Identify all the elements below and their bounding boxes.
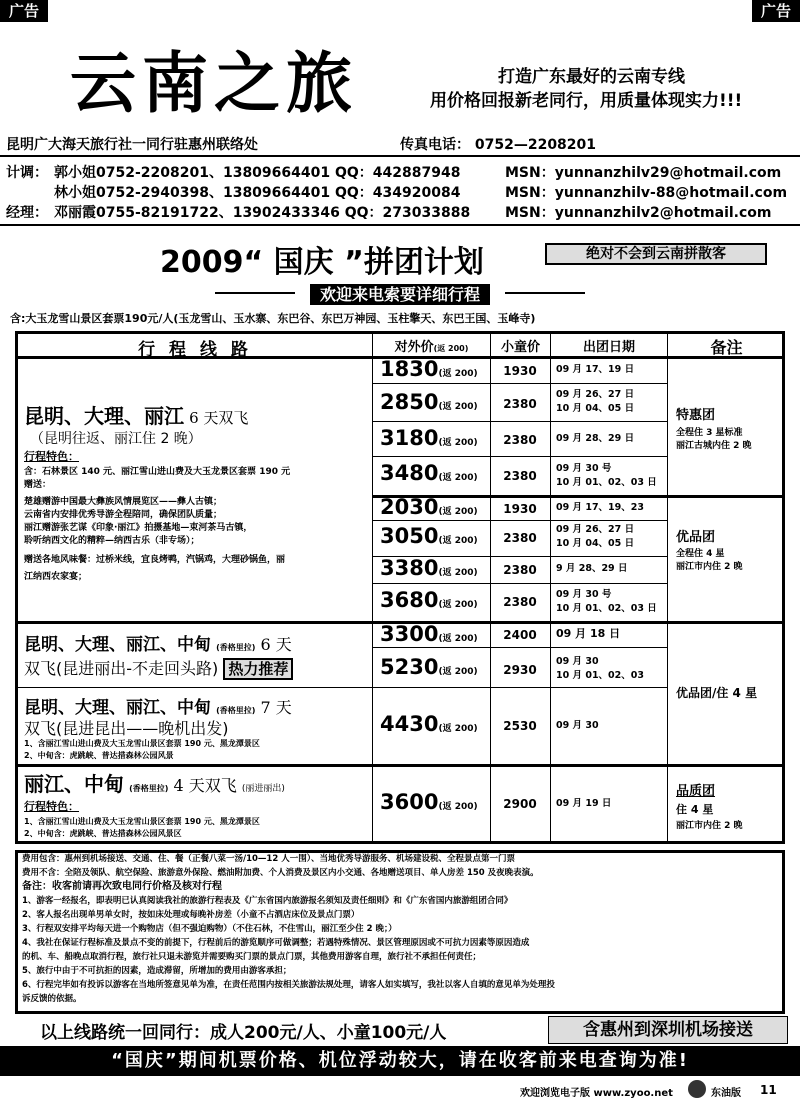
price-cell xyxy=(380,495,478,519)
child-price: 2400 xyxy=(503,628,537,642)
note-line: 2、中甸含：虎跳峡、普达措森林公园风景 xyxy=(24,751,174,760)
header-remark: 备注 xyxy=(710,338,743,357)
logo: 云南之旅 xyxy=(70,44,358,122)
header-child: 小童价 xyxy=(500,340,540,355)
route-2a-days: 6 天 xyxy=(260,635,292,654)
date-cell: 09 月 18 日 xyxy=(556,627,621,640)
price-cell xyxy=(380,712,478,736)
price-value: 2850 xyxy=(380,390,439,414)
header-price-note: (返 200) xyxy=(433,344,469,353)
price-cell xyxy=(380,390,478,414)
contact-name-1: 郭小姐0752-2208201、13809664401 QQ：442887948 xyxy=(54,165,461,181)
price-suffix: (返 200) xyxy=(438,667,478,677)
child-price: 1930 xyxy=(503,502,537,516)
route-3-feature-title: 行程特色： xyxy=(24,800,79,813)
contact-name-2: 林小姐0752-2940398、13809664401 QQ：434920084 xyxy=(54,185,461,201)
brand-icon xyxy=(688,1080,706,1098)
welcome-text: 欢迎来电索要详细行程 xyxy=(310,284,490,305)
note-line: 2、客人报名出现单男单女时，按如床处理或每晚补房差（小童不占酒店床位及景点门票） xyxy=(22,910,360,920)
col-line xyxy=(490,331,491,844)
price-suffix: (返 200) xyxy=(438,402,478,412)
price-value: 3300 xyxy=(380,622,439,646)
route-2b-notes xyxy=(24,738,260,762)
price-cell xyxy=(380,357,478,381)
route-3-notes xyxy=(24,816,260,840)
stamp-badge: 绝对不会到云南拼散客 xyxy=(545,243,767,265)
price-value: 3180 xyxy=(380,426,439,450)
divider xyxy=(0,155,800,157)
note-line: 1、游客一经报名，即表明已认真阅读我社的旅游行程表及《广东省国内旅游报名须知及责任细则》和《广东省国内旅游组团合同》 xyxy=(22,896,513,906)
footer-brand: 东油版 xyxy=(711,1088,741,1099)
note-line: 3、行程双安排平均每天进一个购物店（但不强迫购物）（不住石林，不住雪山，丽江至少住 2 晚；） xyxy=(22,924,397,934)
date-line: 10 月 01、02、03 日 xyxy=(556,603,657,614)
date-line: 09 月 30 xyxy=(556,656,599,667)
row-line xyxy=(372,520,667,521)
route-2b-tag: (香格里拉) xyxy=(216,706,256,715)
row-line xyxy=(372,421,667,422)
child-price: 2380 xyxy=(503,531,537,545)
contact-msn-1: MSN：yunnanzhilv29@hotmail.com xyxy=(505,165,782,181)
summary-text: 以上线路统一回同行：成人200元/人、小童100元/人 xyxy=(40,1023,447,1043)
route-2a-detail: 双飞(昆进丽出-不走回头路) xyxy=(24,659,219,678)
ad-tag-left: 广告 xyxy=(0,0,48,22)
feature-line: 楚雄赠游中国最大彝族风情展览区——彝人古镇； xyxy=(24,497,223,507)
route-3-days: 4 天双飞 xyxy=(173,776,237,795)
remark-line: 丽江市内住 2 晚 xyxy=(676,562,743,572)
price-cell xyxy=(380,790,478,814)
contact-msn-3: MSN：yunnanzhilv2@hotmail.com xyxy=(505,205,772,221)
route-2b-detail: 双飞(昆进昆出——晚机出发) xyxy=(24,719,229,738)
date-cell: 09 月 30 xyxy=(556,720,599,731)
scenic-note: 含:大玉龙雪山景区套票190元/人(玉龙雪山、玉水寨、东巴谷、东巴万神园、玉柱擎天、东巴王国、玉峰寺) xyxy=(10,312,536,325)
child-price: 2380 xyxy=(503,595,537,609)
note-line: 4、我社在保证行程标准及景点不变的前提下，行程前后的游览顺序可做调整；若遇特殊情况、景区管理原因或不可抗力因素等原因造成 xyxy=(22,938,530,948)
child-price: 2380 xyxy=(503,469,537,483)
page-number: 11 xyxy=(760,1083,777,1097)
price-suffix: (返 200) xyxy=(438,634,478,644)
col-line xyxy=(550,331,551,844)
price-suffix: (返 200) xyxy=(438,438,478,448)
row-line xyxy=(372,456,667,457)
col-line xyxy=(667,331,668,844)
child-price: 2930 xyxy=(503,663,537,677)
price-suffix: (返 200) xyxy=(438,473,478,483)
remark-line: 丽江市内住 2 晚 xyxy=(676,821,743,831)
child-price: 2380 xyxy=(503,433,537,447)
price-cell xyxy=(380,588,478,612)
route-2a-line2 xyxy=(24,656,293,679)
remark-line: 全程住 4 星 xyxy=(676,549,725,559)
price-cell xyxy=(380,461,478,485)
route-1-sub: （昆明往返、丽江住 2 晚） xyxy=(30,431,202,447)
price-value: 4430 xyxy=(380,712,439,736)
child-price: 2900 xyxy=(503,797,537,811)
remark-quality xyxy=(676,780,743,833)
remark-special xyxy=(676,404,752,453)
price-suffix: (返 200) xyxy=(438,802,478,812)
feature-line: 丽江赠游张艺谋《印象·丽江》拍摄基地—束河茶马古镇， xyxy=(24,523,253,533)
date-cell xyxy=(556,523,634,551)
row-line xyxy=(15,687,667,688)
date-line: 10 月 04、05 日 xyxy=(556,538,635,549)
route-1-name: 昆明、大理、丽江 xyxy=(24,404,184,428)
route-3-tag: (香格里拉) xyxy=(129,784,169,793)
divider xyxy=(0,224,800,226)
ad-tag-right: 广告 xyxy=(752,0,800,22)
header-date: 出团日期 xyxy=(582,340,635,355)
note-line: 费用不含：全陪及领队、航空保险、旅游意外保险、燃油附加费、个人消费及景区内小交通、各地赠送项目、单人房差 150 及夜晚表演。 xyxy=(22,868,539,878)
child-price: 1930 xyxy=(503,364,537,378)
price-value: 3050 xyxy=(380,524,439,548)
note-line: 1、含丽江雪山进山费及大玉龙雪山景区套票 190 元、黑龙潭景区 xyxy=(24,739,260,748)
feature-line: 赠送： xyxy=(24,480,52,490)
note-line: 费用包含：惠州到机场接送、交通、住、餐（正餐八菜一汤/10—12 人一围）、当地优秀导游服务、机场建设税、全程景点第一门票 xyxy=(22,854,515,864)
header-route: 行 程 线 路 xyxy=(138,340,252,360)
office-name: 昆明广大海天旅行社一同行驻惠州联络处 xyxy=(6,137,258,153)
price-value: 2030 xyxy=(380,495,439,519)
feature-line: 赠送各地风味餐：过桥米线，宜良烤鸭，汽锅鸡，大理砂锅鱼，丽 xyxy=(24,555,286,565)
price-suffix: (返 200) xyxy=(438,369,478,379)
price-cell xyxy=(380,426,478,450)
date-cell: 09 月 17、19 日 xyxy=(556,364,635,375)
date-line: 09 月 30 号 xyxy=(556,589,612,600)
feature-line: 云南省内安排优秀导游全程陪同，确保团队质量； xyxy=(24,510,223,520)
slogan-line-1: 打造广东最好的云南专线 xyxy=(498,67,685,87)
transfer-badge: 含惠州到深圳机场接送 xyxy=(548,1016,788,1044)
price-cell xyxy=(380,524,478,548)
date-line: 09 月 26、27 日 xyxy=(556,389,635,400)
header-price-label: 对外价 xyxy=(394,340,434,355)
price-suffix: (返 200) xyxy=(438,568,478,578)
date-line: 10 月 01、02、03 xyxy=(556,670,644,681)
page-title: 2009“ 国庆 ”拼团计划 xyxy=(160,245,484,280)
welcome-banner xyxy=(210,282,590,305)
hot-badge: 热力推荐 xyxy=(223,658,293,680)
date-line: 09 月 26、27 日 xyxy=(556,524,635,535)
price-cell xyxy=(380,655,478,679)
remark-line: 全程住 3 星标准 xyxy=(676,428,743,438)
row-line xyxy=(372,647,667,648)
price-suffix: (返 200) xyxy=(438,724,478,734)
date-line: 10 月 01、02、03 日 xyxy=(556,477,657,488)
date-cell xyxy=(556,588,657,616)
route-3 xyxy=(24,768,285,797)
header-price xyxy=(373,336,490,355)
footer-site: 欢迎浏览电子版 www.zyoo.net xyxy=(520,1088,673,1099)
remark-title: 品质团 xyxy=(676,784,716,799)
col-line xyxy=(372,331,373,844)
price-value: 3380 xyxy=(380,556,439,580)
route-2a-name: 昆明、大理、丽江、中甸 xyxy=(24,635,211,655)
date-cell: 09 月 19 日 xyxy=(556,798,612,809)
price-suffix: (返 200) xyxy=(438,536,478,546)
remark-title: 优品团 xyxy=(676,530,716,545)
remark-line: 住 4 星 xyxy=(676,803,714,816)
price-cell xyxy=(380,622,478,646)
route-2a xyxy=(24,630,292,655)
price-value: 3680 xyxy=(380,588,439,612)
fax-number: 传真电话： 0752—2208201 xyxy=(400,137,597,153)
price-cell xyxy=(380,556,478,580)
route-3-name: 丽江、中甸 xyxy=(24,772,124,796)
price-value: 5230 xyxy=(380,655,439,679)
note-line: 2、中甸含：虎跳峡、普达措森林公园风景区 xyxy=(24,829,182,838)
date-line: 10 月 04、05 日 xyxy=(556,403,635,414)
route-1-feature-title: 行程特色： xyxy=(24,450,79,463)
slogan-line-2: 用价格回报新老同行，用质量体现实力!!! xyxy=(430,91,743,111)
route-2b-days: 7 天 xyxy=(260,698,292,717)
date-cell xyxy=(556,388,634,416)
contact-role-3: 经理： xyxy=(6,205,48,221)
route-2a-tag: (香格里拉) xyxy=(216,643,256,652)
section-line xyxy=(15,764,785,767)
notes-list xyxy=(22,852,782,1006)
note-line: 诉反馈的依据。 xyxy=(22,994,82,1004)
remark-section2: 优品团/住 4 星 xyxy=(676,686,758,700)
price-value: 3600 xyxy=(380,790,439,814)
contact-name-3: 邓丽霞0755-82191722、13902433346 QQ：273033888 xyxy=(54,205,471,221)
date-cell xyxy=(556,655,644,683)
note-line: 6、行程完毕如有投诉以游客在当地所签意见单为准，在责任范围内按相关旅游法规处理，请客人如实填写，我社以客人自填的意见单为处理投 xyxy=(22,980,555,990)
note-line: 1、含丽江雪山进山费及大玉龙雪山景区套票 190 元、黑龙潭景区 xyxy=(24,817,260,826)
feature-line: 江纳西农家宴； xyxy=(24,572,88,582)
route-2b xyxy=(24,693,292,718)
route-2b-name: 昆明、大理、丽江、中甸 xyxy=(24,698,211,718)
date-cell: 09 月 28、29 日 xyxy=(556,433,635,444)
contact-role-1: 计调： xyxy=(6,165,48,181)
feature-line: 聆听纳西文化的精粹—纳西古乐（非专场）； xyxy=(24,536,200,546)
row-line xyxy=(372,383,667,384)
feature-line: 含：石林景区 140 元、丽江雪山进山费及大玉龙景区套票 190 元 xyxy=(24,467,291,477)
contact-msn-2: MSN：yunnanzhilv-88@hotmail.com xyxy=(505,185,788,201)
route-1-feature-lines xyxy=(24,466,369,584)
note-line: 备注：收客前请再次致电同行价格及核对行程 xyxy=(22,881,222,892)
date-cell: 9 月 28、29 日 xyxy=(556,563,628,574)
price-suffix: (返 200) xyxy=(438,507,478,517)
price-suffix: (返 200) xyxy=(438,600,478,610)
warning-banner: “国庆”期间机票价格、机位浮动较大，请在收客前来电查询为准! xyxy=(0,1046,800,1076)
remark-premium xyxy=(676,526,743,574)
child-price: 2380 xyxy=(503,563,537,577)
child-price: 2530 xyxy=(503,719,537,733)
remark-line: 丽江古城内住 2 晚 xyxy=(676,441,752,451)
note-line: 的机、车、船晚点取消行程，旅行社只退未游览并需要购买门票的景点门票，其他费用游客自理，旅行社不承担任何责任； xyxy=(22,952,482,962)
route-1-days: 6 天双飞 xyxy=(189,409,249,427)
date-line: 09 月 30 号 xyxy=(556,463,612,474)
price-value: 1830 xyxy=(380,357,439,381)
route-1 xyxy=(24,400,248,429)
child-price: 2380 xyxy=(503,397,537,411)
route-3-days-note: (丽进丽出) xyxy=(241,784,285,794)
row-line xyxy=(372,583,667,584)
remark-title: 特惠团 xyxy=(676,408,716,423)
note-line: 5、旅行中由于不可抗拒的因素，造成滞留，所增加的费用由游客承担； xyxy=(22,966,292,976)
date-cell xyxy=(556,462,657,490)
date-cell: 09 月 17、19、23 xyxy=(556,502,644,513)
price-value: 3480 xyxy=(380,461,439,485)
